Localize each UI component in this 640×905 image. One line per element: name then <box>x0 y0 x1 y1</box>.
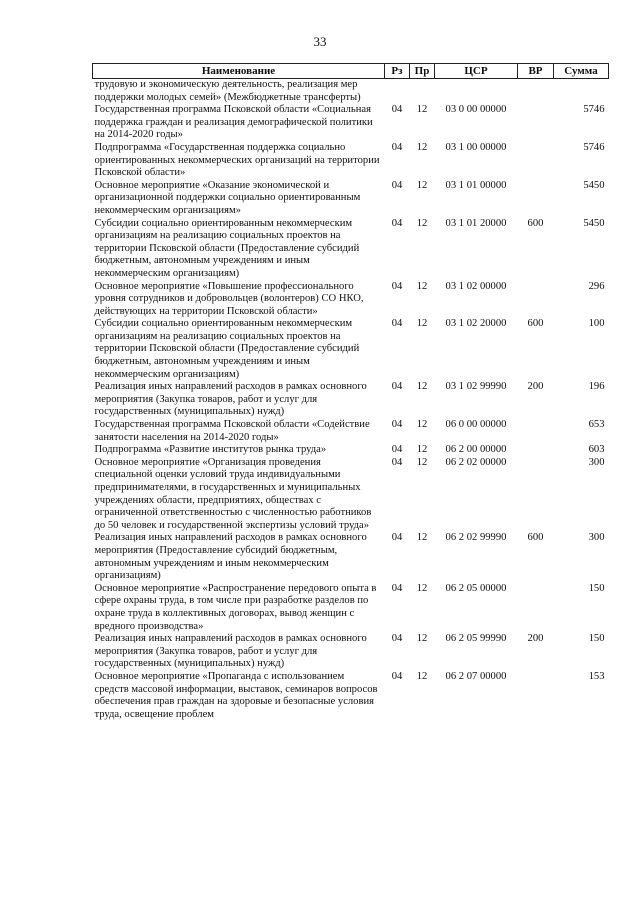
row-rz: 04 <box>391 633 403 645</box>
row-sum: 100 <box>588 318 605 330</box>
row-name: Основное мероприятие «Повышение профессионального уровня сотрудников и добровольцев (волонтеров) СО НКО, действующих на территории Псковской области» <box>94 280 364 317</box>
row-pr: 12 <box>416 381 428 393</box>
row-vr <box>518 671 554 721</box>
row-csr: 06 2 02 99990 <box>445 532 507 544</box>
table-row <box>93 671 609 721</box>
header-row <box>93 64 609 79</box>
row-rz: 04 <box>391 179 403 191</box>
row-csr: 06 0 00 00000 <box>445 419 507 431</box>
row-sum: 153 <box>588 670 605 682</box>
row-csr: 06 2 07 00000 <box>445 670 507 682</box>
row-vr: 200 <box>527 633 544 645</box>
table-row <box>93 281 609 319</box>
row-name: Субсидии социально ориентированным некоммерческим организациям на реализацию социальных проектов на территории Псковской области (Предоставление субсидий бюджетным, автономным учреждениям и иным некоммерческим организациям) <box>94 217 360 279</box>
row-pr: 12 <box>416 633 428 645</box>
row-vr <box>518 457 554 533</box>
table-row <box>93 419 609 444</box>
row-sum: 150 <box>588 633 605 645</box>
row-csr: 03 1 02 99990 <box>445 381 507 393</box>
row-name: Реализация иных направлений расходов в рамках основного мероприятия (Закупка товаров, работ и услуг для государственных (муниципальных) нужд) <box>94 633 367 670</box>
row-rz: 04 <box>391 419 403 431</box>
row-csr: 03 0 00 00000 <box>445 104 507 116</box>
budget-table-container <box>92 63 608 721</box>
table-row <box>93 142 609 180</box>
row-sum: 5450 <box>583 179 605 191</box>
row-rz: 04 <box>391 381 403 393</box>
row-csr: 03 1 01 20000 <box>445 217 507 229</box>
row-name: Государственная программа Псковской области «Социальная поддержка граждан и реализация демографической политики на 2014-2020 годы» <box>94 104 373 141</box>
header-vr: ВР <box>518 64 554 79</box>
row-sum: 5746 <box>583 141 605 153</box>
row-rz: 04 <box>391 318 403 330</box>
row-rz: 04 <box>391 532 403 544</box>
row-pr: 12 <box>416 670 428 682</box>
row-name: Основное мероприятие «Оказание экономической и организационной поддержки социально ориентированным некоммерческим организациям» <box>94 179 361 216</box>
row-csr: 03 1 02 00000 <box>445 280 507 292</box>
row-sum: 603 <box>588 444 605 456</box>
table-row <box>93 457 609 533</box>
row-rz: 04 <box>391 582 403 594</box>
table-row <box>93 381 609 419</box>
row-pr: 12 <box>416 179 428 191</box>
row-rz <box>385 79 410 105</box>
table-row <box>93 79 609 105</box>
row-sum: 300 <box>588 532 605 544</box>
row-csr: 06 2 05 99990 <box>445 633 507 645</box>
budget-table <box>92 63 609 721</box>
header-sum: Сумма <box>554 64 609 79</box>
row-vr: 600 <box>527 318 544 330</box>
row-rz: 04 <box>391 444 403 456</box>
row-vr: 200 <box>527 381 544 393</box>
row-rz: 04 <box>391 104 403 116</box>
row-name: Основное мероприятие «Распространение передового опыта в сфере охраны труда, в том числе при разработке разделов по охране труда в коллективных договорах, вывод женщин с вредного производства» <box>94 582 377 632</box>
row-name: Подпрограмма «Развитие институтов рынка труда» <box>94 444 327 456</box>
table-row <box>93 180 609 218</box>
row-vr <box>518 79 554 105</box>
row-vr: 600 <box>527 217 544 229</box>
page-number: 33 <box>313 34 327 49</box>
row-sum: 5746 <box>583 104 605 116</box>
row-vr <box>518 583 554 633</box>
row-vr <box>518 419 554 444</box>
row-rz: 04 <box>391 456 403 468</box>
row-pr: 12 <box>416 582 428 594</box>
table-row <box>93 633 609 671</box>
row-vr <box>518 180 554 218</box>
row-pr: 12 <box>416 444 428 456</box>
row-rz: 04 <box>391 670 403 682</box>
row-csr: 03 1 01 00000 <box>445 179 507 191</box>
row-sum: 296 <box>588 280 605 292</box>
row-pr: 12 <box>416 456 428 468</box>
row-vr <box>518 104 554 142</box>
row-vr <box>518 281 554 319</box>
row-rz: 04 <box>391 217 403 229</box>
table-body <box>93 79 609 722</box>
row-sum <box>554 79 609 105</box>
row-csr: 06 2 05 00000 <box>445 582 507 594</box>
row-pr: 12 <box>416 419 428 431</box>
row-name: Подпрограмма «Государственная поддержка социально ориентированных некоммерческих организаций на территории Псковской области» <box>94 141 380 179</box>
table-row <box>93 532 609 582</box>
row-pr: 12 <box>416 104 428 116</box>
row-pr <box>410 79 435 105</box>
table-row <box>93 318 609 381</box>
row-name: Основное мероприятие «Пропаганда с использованием средств массовой информации, выставок, семинаров вопросов обеспечения прав граждан на здоровые и безопасные условия труда, освещение проблем <box>94 670 378 720</box>
row-sum: 300 <box>588 456 605 468</box>
row-name: Реализация иных направлений расходов в рамках основного мероприятия (Предоставление субсидий бюджетным, автономным учреждениям и иным некоммерческим организациям) <box>94 532 367 582</box>
row-vr: 600 <box>527 532 544 544</box>
row-vr <box>518 142 554 180</box>
row-sum: 653 <box>588 419 605 431</box>
row-rz: 04 <box>391 141 403 153</box>
row-pr: 12 <box>416 532 428 544</box>
row-rz: 04 <box>391 280 403 292</box>
row-vr <box>518 444 554 457</box>
row-pr: 12 <box>416 280 428 292</box>
row-csr: 06 2 02 00000 <box>445 456 507 468</box>
row-name: Реализация иных направлений расходов в рамках основного мероприятия (Закупка товаров, работ и услуг для государственных (муниципальных) нужд) <box>94 381 367 418</box>
header-pr: Пр <box>410 64 435 79</box>
row-pr: 12 <box>416 217 428 229</box>
table-row <box>93 218 609 281</box>
row-csr: 06 2 00 00000 <box>445 444 507 456</box>
row-csr <box>435 79 518 105</box>
table-row <box>93 104 609 142</box>
header-name: Наименование <box>93 64 385 79</box>
header-csr: ЦСР <box>435 64 518 79</box>
row-name: Субсидии социально ориентированным некоммерческим организациям на реализацию социальных проектов на территории Псковской области (Предоставление субсидий бюджетным, автономным учреждениям и иным некоммерческим организациям) <box>94 318 360 380</box>
row-name: трудовую и экономическую деятельность, реализация мер поддержки молодых семей» (Межбюджетные трансферты) <box>94 79 361 103</box>
header-rz: Рз <box>385 64 410 79</box>
row-sum: 196 <box>588 381 605 393</box>
table-row <box>93 583 609 633</box>
row-sum: 5450 <box>583 217 605 229</box>
row-name: Государственная программа Псковской области «Содействие занятости населения на 2014-2020 годы» <box>94 419 370 443</box>
row-csr: 03 1 02 20000 <box>445 318 507 330</box>
table-row <box>93 444 609 457</box>
row-pr: 12 <box>416 141 428 153</box>
table-header <box>93 64 609 79</box>
row-pr: 12 <box>416 318 428 330</box>
row-name: Основное мероприятие «Организация проведения специальной оценки условий труда индивидуальными предпринимателями, в государственных и муниципальных учреждениях области, предприятиях, обществах с ограниченной ответственностью с численностью работников до 50 человек и государственной экспертизы условий труда» <box>94 456 372 531</box>
row-csr: 03 1 00 00000 <box>445 141 507 153</box>
row-sum: 150 <box>588 582 605 594</box>
